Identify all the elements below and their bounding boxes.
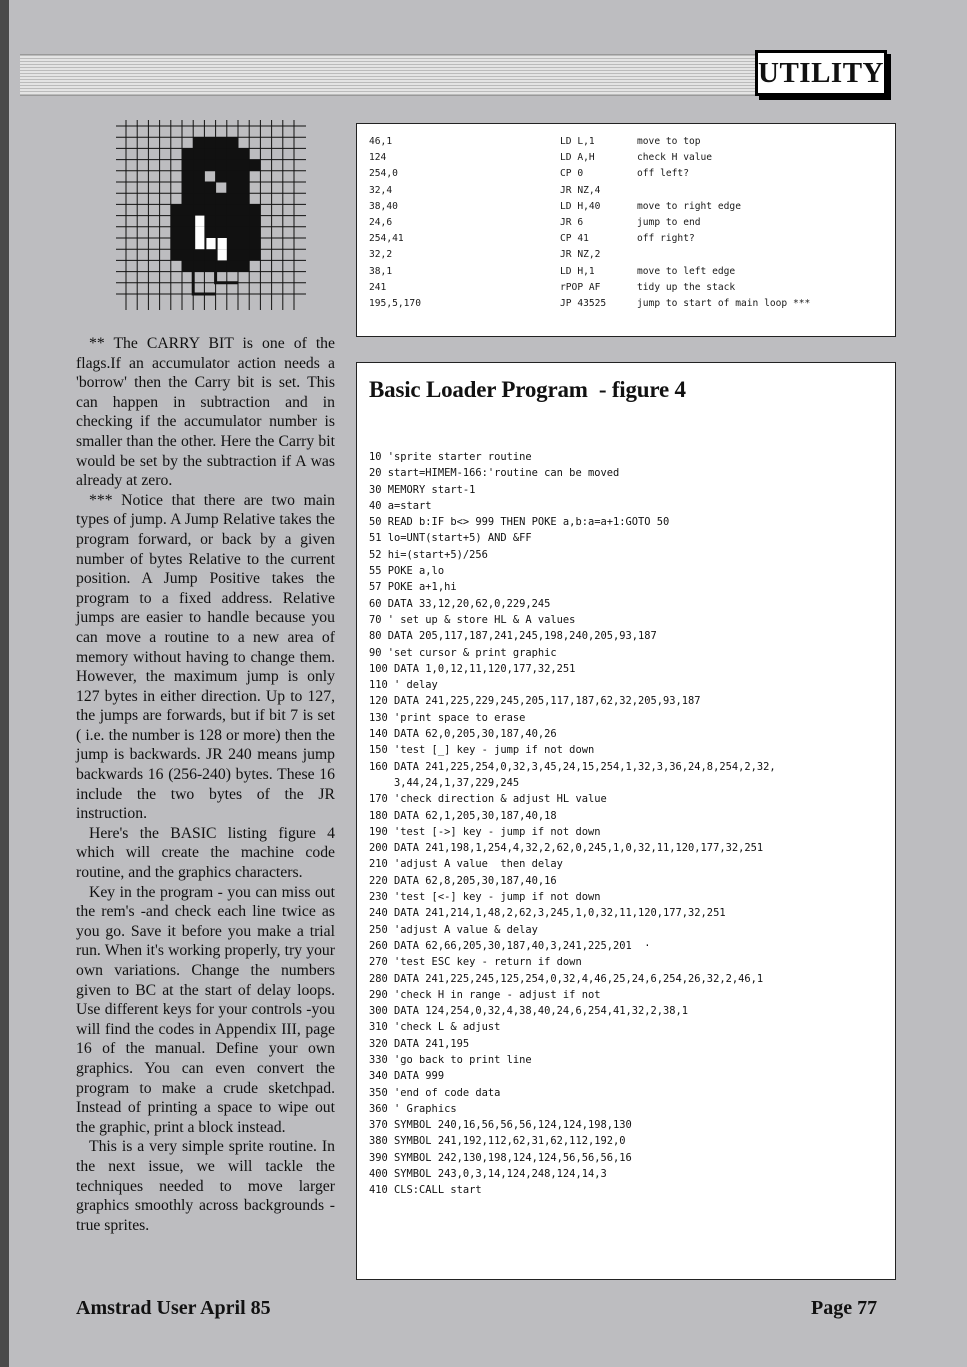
sprite-pixel <box>171 204 182 215</box>
sprite-pixel <box>204 249 215 260</box>
asm-bytes: 241 <box>369 281 387 293</box>
code-line: 350 'end of code data <box>369 1086 501 1099</box>
sprite-pixel <box>238 249 249 260</box>
code-line: 20 start=HIMEM-166:'routine can be moved <box>369 467 620 480</box>
asm-comment: move to left edge <box>637 265 736 277</box>
sprite-pixel <box>216 148 227 159</box>
code-line: 280 DATA 241,225,245,125,254,0,32,4,46,25,24,6,254,26,32,2,46,1 <box>369 972 764 985</box>
asm-instruction: rPOP AF <box>560 281 601 293</box>
sprite-pixel <box>204 137 215 148</box>
sprite-pixel <box>238 216 249 227</box>
asm-bytes: 24,6 <box>369 217 393 228</box>
sprite-pixel <box>227 137 238 148</box>
code-line: 10 'sprite starter routine <box>369 451 532 463</box>
sprite-pixel <box>238 204 249 215</box>
assembly-listing-panel <box>356 123 896 337</box>
asm-row <box>357 199 895 215</box>
asm-bytes: 38,1 <box>369 265 393 277</box>
asm-comment: jump to start of main loop *** <box>637 298 811 309</box>
asm-row <box>357 183 895 199</box>
sprite-pixel <box>204 160 215 171</box>
sprite-pixel <box>238 171 249 182</box>
code-line: 380 SYMBOL 241,192,112,62,31,62,112,192,0 <box>369 1135 626 1148</box>
code-line: 57 POKE a+1,hi <box>369 581 457 594</box>
code-line: 30 MEMORY start-1 <box>369 483 476 496</box>
sprite-pixel <box>238 260 249 271</box>
sprite-pixel <box>182 193 193 204</box>
code-line: 120 DATA 241,225,229,245,205,117,187,62,32,205,93,187 <box>369 695 701 708</box>
sprite-pixel <box>227 182 238 193</box>
code-line: 51 lo=UNT(start+5) AND &FF <box>369 532 532 545</box>
sprite-pixel <box>227 260 238 271</box>
sprite-pixel <box>171 238 182 249</box>
sprite-pixel <box>193 137 204 148</box>
asm-row <box>357 264 895 280</box>
code-line: 370 SYMBOL 240,16,56,56,56,124,124,198,130 <box>369 1119 632 1132</box>
code-line: 410 CLS:CALL start <box>369 1184 482 1197</box>
sprite-pixel <box>227 171 238 182</box>
sprite-pixel <box>182 204 193 215</box>
code-line: 240 DATA 241,214,1,48,2,62,3,245,1,0,32,11,120,177,32,251 <box>369 907 726 920</box>
sprite-pixel <box>227 249 238 260</box>
asm-row <box>357 231 895 247</box>
sprite-pixel <box>171 227 182 238</box>
sprite-pixel <box>227 227 238 238</box>
sprite-pixel <box>193 249 204 260</box>
code-line: 3,44,24,1,37,229,245 <box>369 776 520 789</box>
asm-row <box>357 247 895 263</box>
asm-comment: move to top <box>637 136 701 147</box>
code-line: 80 DATA 205,117,187,241,245,198,240,205,93,187 <box>369 630 657 643</box>
sprite-pixel <box>204 260 215 271</box>
asm-bytes: 32,4 <box>369 184 393 196</box>
asm-row <box>357 280 895 296</box>
code-line: 160 DATA 241,225,254,0,32,3,45,24,15,254,1,32,3,36,24,8,254,2,32, <box>369 760 776 773</box>
asm-bytes: 124 <box>369 152 387 164</box>
code-line: 390 SYMBOL 242,130,198,124,124,56,56,56,16 <box>369 1151 632 1164</box>
code-line: 320 DATA 241,195 <box>369 1037 470 1050</box>
code-line: 360 ' Graphics <box>369 1102 457 1115</box>
basic-loader-panel <box>356 362 896 1280</box>
code-line: 340 DATA 999 <box>369 1070 445 1083</box>
sprite-pixel <box>182 171 193 182</box>
magazine-footer: Amstrad User April 85 <box>76 1297 271 1319</box>
sprite-pixel <box>204 193 215 204</box>
code-line: 310 'check L & adjust <box>369 1021 501 1034</box>
asm-row <box>357 296 895 312</box>
sprite-pixel <box>227 160 238 171</box>
asm-bytes: 32,2 <box>369 249 393 261</box>
sprite-pixel <box>182 260 193 271</box>
sprite-pixel <box>216 227 227 238</box>
asm-row <box>357 134 895 150</box>
sprite-pixel <box>182 160 193 171</box>
sprite-pixel <box>216 171 227 182</box>
code-line: 70 ' set up & store HL & A values <box>369 613 576 626</box>
sprite-pixel <box>238 227 249 238</box>
code-line: 210 'adjust A value then delay <box>369 858 563 871</box>
sprite-pixel <box>238 238 249 249</box>
sprite-pixel <box>204 216 215 227</box>
paragraph-carry-bit: ** The CARRY BIT is one of the flags.If an accumulator action needs a 'borrow' then the Carry bit is set. This can happen in subtraction and in checking if the accumulator number is smaller than the other. Here the Carry bit would be set by the subtraction if A was already at zero. <box>76 335 335 490</box>
paragraph-closing: This is a very simple sprite routine. In the next issue, we will tackle the techniques needed to move larger graphics smoothly across backgrounds -true sprites. <box>76 1138 335 1234</box>
asm-instruction: LD H,1 <box>560 265 595 277</box>
sprite-pixel <box>238 193 249 204</box>
sprite-pixel <box>193 204 204 215</box>
asm-bytes: 254,0 <box>369 168 398 180</box>
asm-instruction: CP 0 <box>560 168 584 180</box>
sprite-pixel <box>204 182 215 193</box>
sprite-pixel <box>204 204 215 215</box>
code-line: 220 DATA 62,8,205,30,187,40,16 <box>369 874 557 887</box>
sprite-pixel <box>249 204 260 215</box>
asm-bytes: 195,5,170 <box>369 298 421 309</box>
sprite-pixel <box>193 260 204 271</box>
code-line: 52 hi=(start+5)/256 <box>369 548 488 561</box>
sprite-pixel <box>193 182 204 193</box>
code-line: 150 'test [_] key - jump if not down <box>369 744 595 757</box>
basic-listing <box>369 449 889 1199</box>
asm-comment: jump to end <box>637 217 701 228</box>
asm-instruction: JR NZ,2 <box>560 249 601 261</box>
code-line: 300 DATA 124,254,0,32,4,38,40,24,6,254,41,32,2,38,1 <box>369 1005 689 1018</box>
sprite-pixel <box>182 182 193 193</box>
asm-comment: move to right edge <box>637 200 741 212</box>
sprite-pixel <box>249 160 260 171</box>
code-line: 270 'test ESC key - return if down <box>369 956 582 969</box>
code-line: 50 READ b:IF b<> 999 THEN POKE a,b:a=a+1:GOTO 50 <box>369 516 670 529</box>
asm-comment: check H value <box>637 152 713 164</box>
sprite-pixel <box>182 249 193 260</box>
sprite-pixel <box>238 182 249 193</box>
asm-comment: tidy up the stack <box>637 281 736 293</box>
code-line: 110 ' delay <box>369 679 438 692</box>
asm-instruction: JP 43525 <box>560 298 607 309</box>
code-line: 140 DATA 62,0,205,30,187,40,26 <box>369 728 557 741</box>
asm-row <box>357 166 895 182</box>
loader-title: Basic Loader Program - figure 4 <box>369 377 686 402</box>
sprite-pixel <box>216 193 227 204</box>
sprite-pixel <box>227 148 238 159</box>
asm-instruction: LD H,40 <box>560 200 601 212</box>
page-number: Page 77 <box>811 1297 878 1319</box>
code-line: 40 a=start <box>369 499 432 512</box>
code-line: 260 DATA 62,66,205,30,187,40,3,241,225,201 · <box>369 939 651 952</box>
code-line: 330 'go back to print line <box>369 1053 532 1066</box>
code-line: 55 POKE a,lo <box>369 565 445 578</box>
sprite-pixel <box>204 148 215 159</box>
sprite-pixel <box>193 148 204 159</box>
asm-instruction: JR 6 <box>560 217 584 228</box>
asm-bytes: 46,1 <box>369 136 393 147</box>
article-body <box>76 334 335 1235</box>
paragraph-jumps: *** Notice that there are two main types of jump. A Jump Relative takes the program forward, or back by a given number of bytes Relative to the current position. A Jump Positive takes the program to a fixed address. Relative jumps are easier to handle because you can move a routine to a new area of memory without having to change them. However, the maximum jump is only 127 bytes in either direction. Up to 127, the jumps are forwards, but if bit 7 is set ( i.e. the number is 128 or more) then the jump is backwards. JR 240 means jump backwards 16 (256-240) bytes. These 16 include the two bytes of the JR instruction. <box>76 491 335 823</box>
asm-instruction: JR NZ,4 <box>560 184 601 196</box>
sprite-pixel <box>193 171 204 182</box>
code-line: 180 DATA 62,1,205,30,187,40,18 <box>369 809 557 822</box>
code-line: 290 'check H in range - adjust if not <box>369 988 601 1001</box>
asm-row <box>357 215 895 231</box>
asm-instruction: CP 41 <box>560 233 589 245</box>
sprite-pixel <box>227 216 238 227</box>
sprite-pixel <box>249 238 260 249</box>
sprite-pixel <box>227 204 238 215</box>
asm-instruction: LD A,H <box>560 152 595 164</box>
sprite-pixel <box>216 260 227 271</box>
section-tag: UTILITY <box>755 50 887 96</box>
sprite-pixel <box>182 227 193 238</box>
sprite-pixel <box>216 216 227 227</box>
sprite-pixel <box>204 227 215 238</box>
code-line: 400 SYMBOL 243,0,3,14,124,248,124,14,3 <box>369 1168 607 1181</box>
asm-row <box>357 150 895 166</box>
binding-edge <box>0 0 9 1367</box>
code-line: 90 'set cursor & print graphic <box>369 646 557 659</box>
code-line: 170 'check direction & adjust HL value <box>369 793 607 806</box>
asm-bytes: 38,40 <box>369 200 398 212</box>
sprite-pixel <box>182 148 193 159</box>
sprite-pixel <box>249 227 260 238</box>
code-line: 190 'test [->] key - jump if not down <box>369 825 601 838</box>
paragraph-basic-listing: Here's the BASIC listing figure 4 which will create the machine code routine, and the graphics characters. <box>76 824 335 882</box>
code-line: 60 DATA 33,12,20,62,0,229,245 <box>369 597 551 610</box>
asm-instruction: LD L,1 <box>560 136 595 147</box>
paragraph-key-in: Key in the program - you can miss out the rem's -and check each line twice as you go. Save it before you make a trial run. When it's working properly, try your own variations. Change the numbers given to BC at the start of delay loops. Use different keys for your controls -you will find the codes in Appendix III, page 16 of the manual. Define your own graphics. You can even convert the program to make a crude sketchpad. Instead of printing a space to wipe out the graphic, print a block instead. <box>76 883 335 1136</box>
sprite-grid-illustration <box>116 120 306 310</box>
sprite-pixel <box>193 160 204 171</box>
sprite-pixel <box>249 249 260 260</box>
sprite-pixel <box>193 193 204 204</box>
sprite-pixel <box>171 249 182 260</box>
sprite-pixel <box>238 160 249 171</box>
sprite-pixel <box>182 238 193 249</box>
code-line: 100 DATA 1,0,12,11,120,177,32,251 <box>369 662 576 675</box>
sprite-pixel <box>171 216 182 227</box>
code-line: 130 'print space to erase <box>369 711 526 724</box>
sprite-pixel <box>238 148 249 159</box>
asm-comment: off left? <box>637 168 689 180</box>
sprite-pixel <box>227 238 238 249</box>
sprite-pixel <box>227 193 238 204</box>
code-line: 250 'adjust A value & delay <box>369 923 538 936</box>
sprite-pixel <box>249 216 260 227</box>
sprite-pixel <box>216 137 227 148</box>
sprite-pixel <box>216 204 227 215</box>
code-line: 230 'test [<-] key - jump if not down <box>369 891 601 904</box>
code-line: 200 DATA 241,198,1,254,4,32,2,62,0,245,1,0,32,11,120,177,32,251 <box>369 842 764 855</box>
sprite-pixel <box>216 160 227 171</box>
asm-comment: off right? <box>637 233 695 245</box>
sprite-pixel <box>182 216 193 227</box>
asm-bytes: 254,41 <box>369 233 404 245</box>
